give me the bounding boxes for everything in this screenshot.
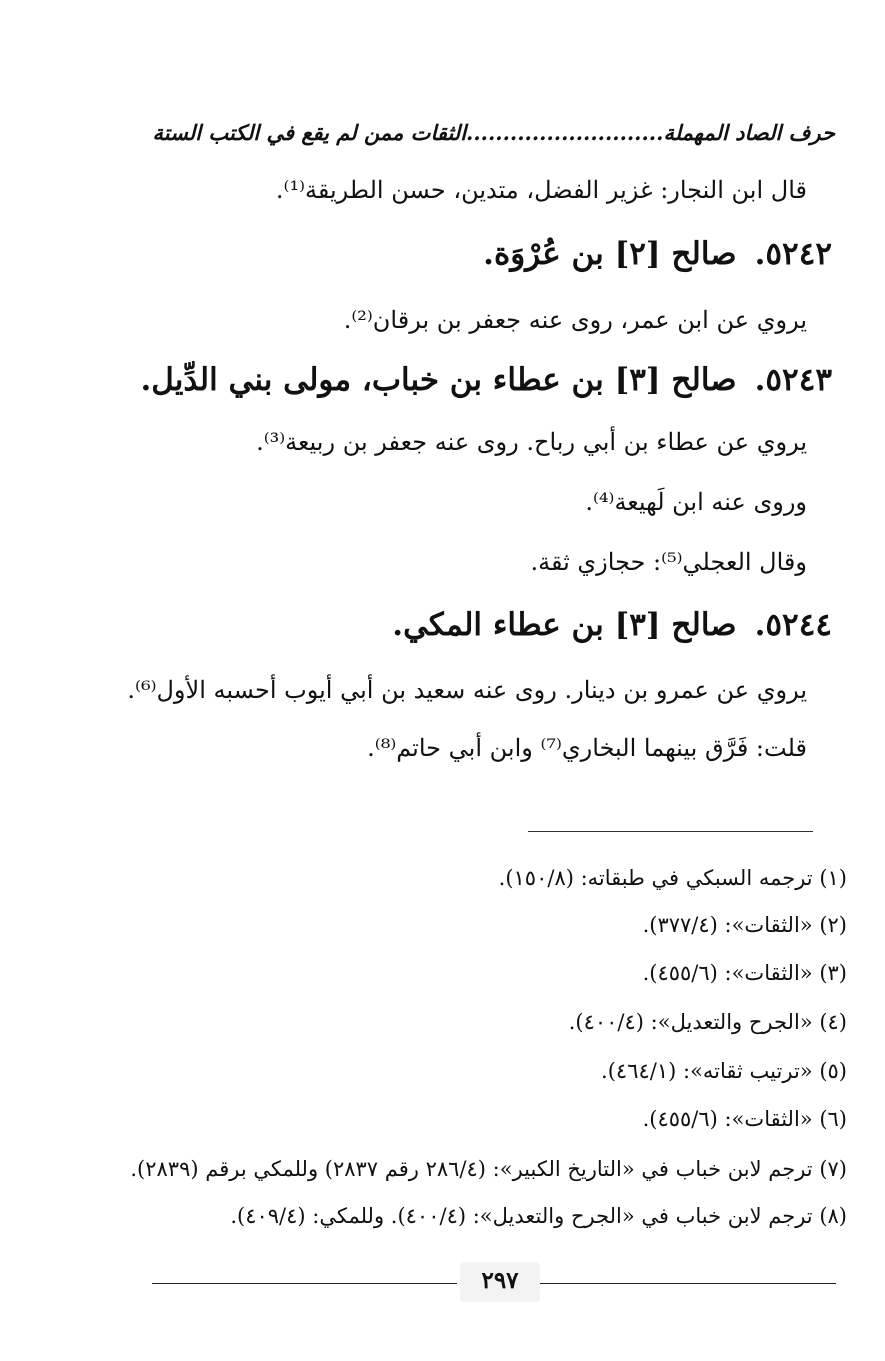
entry-number: ٥٢٤٢.	[754, 236, 832, 272]
footnote: (٥) «ترتيب ثقاته»: (٤٦٤/١).	[601, 1059, 847, 1083]
header-section-title: حرف الصاد المهملة	[663, 120, 835, 145]
text-line: وقال العجلي⁽⁵⁾: حجازي ثقة.	[530, 548, 807, 576]
footer-rule-right	[540, 1283, 836, 1284]
running-header	[150, 120, 835, 145]
footnote: (٨) ترجم لابن خباب في «الجرح والتعديل»: (٤٠٠/٤). وللمكي: (٤٠٩/٤).	[230, 1204, 847, 1228]
footnote: (٤) «الجرح والتعديل»: (٤٠٠/٤).	[568, 1010, 847, 1034]
entry-heading-5244	[392, 607, 832, 643]
text-line: يروي عن ابن عمر، روى عنه جعفر بن برقان⁽²⁾.	[343, 306, 807, 334]
footnote: (٧) ترجم لابن خباب في «التاريخ الكبير»: (٢٨٦/٤ رقم ٢٨٣٧) وللمكي برقم (٢٨٣٩).	[130, 1157, 847, 1181]
text-line: وروى عنه ابن لَهيعة⁽⁴⁾.	[585, 488, 807, 516]
text-line: قلت: فَرَّق بينهما البخاري⁽⁷⁾ وابن أبي حاتم⁽⁸⁾.	[367, 734, 807, 762]
footnote: (١) ترجمه السبكي في طبقاته: (١٥٠/٨).	[498, 866, 847, 890]
entry-heading-5243	[141, 362, 832, 398]
text-line: يروي عن عمرو بن دينار. روى عنه سعيد بن أبي أيوب أحسبه الأول⁽⁶⁾.	[127, 676, 807, 704]
text-line: يروي عن عطاء بن أبي رباح. روى عنه جعفر بن ربيعة⁽³⁾.	[256, 428, 807, 456]
footnote: (٢) «الثقات»: (٣٧٧/٤).	[642, 913, 847, 937]
footnote: (٣) «الثقات»: (٤٥٥/٦).	[642, 961, 847, 985]
entry-number: ٥٢٤٤.	[754, 607, 832, 643]
entry-title: صالح [٣] بن عطاء المكي.	[392, 607, 737, 643]
footnote-separator	[528, 831, 813, 832]
entry-number: ٥٢٤٣.	[754, 362, 832, 398]
footer-rule-left	[152, 1283, 457, 1284]
entry-heading-5242	[483, 236, 832, 272]
header-book-title: الثقات ممن لم يقع في الكتب الستة	[152, 120, 467, 145]
header-dots: ...........................	[466, 120, 664, 145]
entry-title: صالح [٣] بن عطاء بن خباب، مولى بني الدِّيل.	[140, 362, 737, 398]
footnote: (٦) «الثقات»: (٤٥٥/٦).	[642, 1107, 847, 1131]
page-number: ٢٩٧	[481, 1267, 519, 1294]
entry-title: صالح [٢] بن عُرْوَة.	[483, 236, 737, 272]
text-line: قال ابن النجار: غزير الفضل، متدين، حسن الطريقة⁽¹⁾.	[275, 176, 807, 204]
